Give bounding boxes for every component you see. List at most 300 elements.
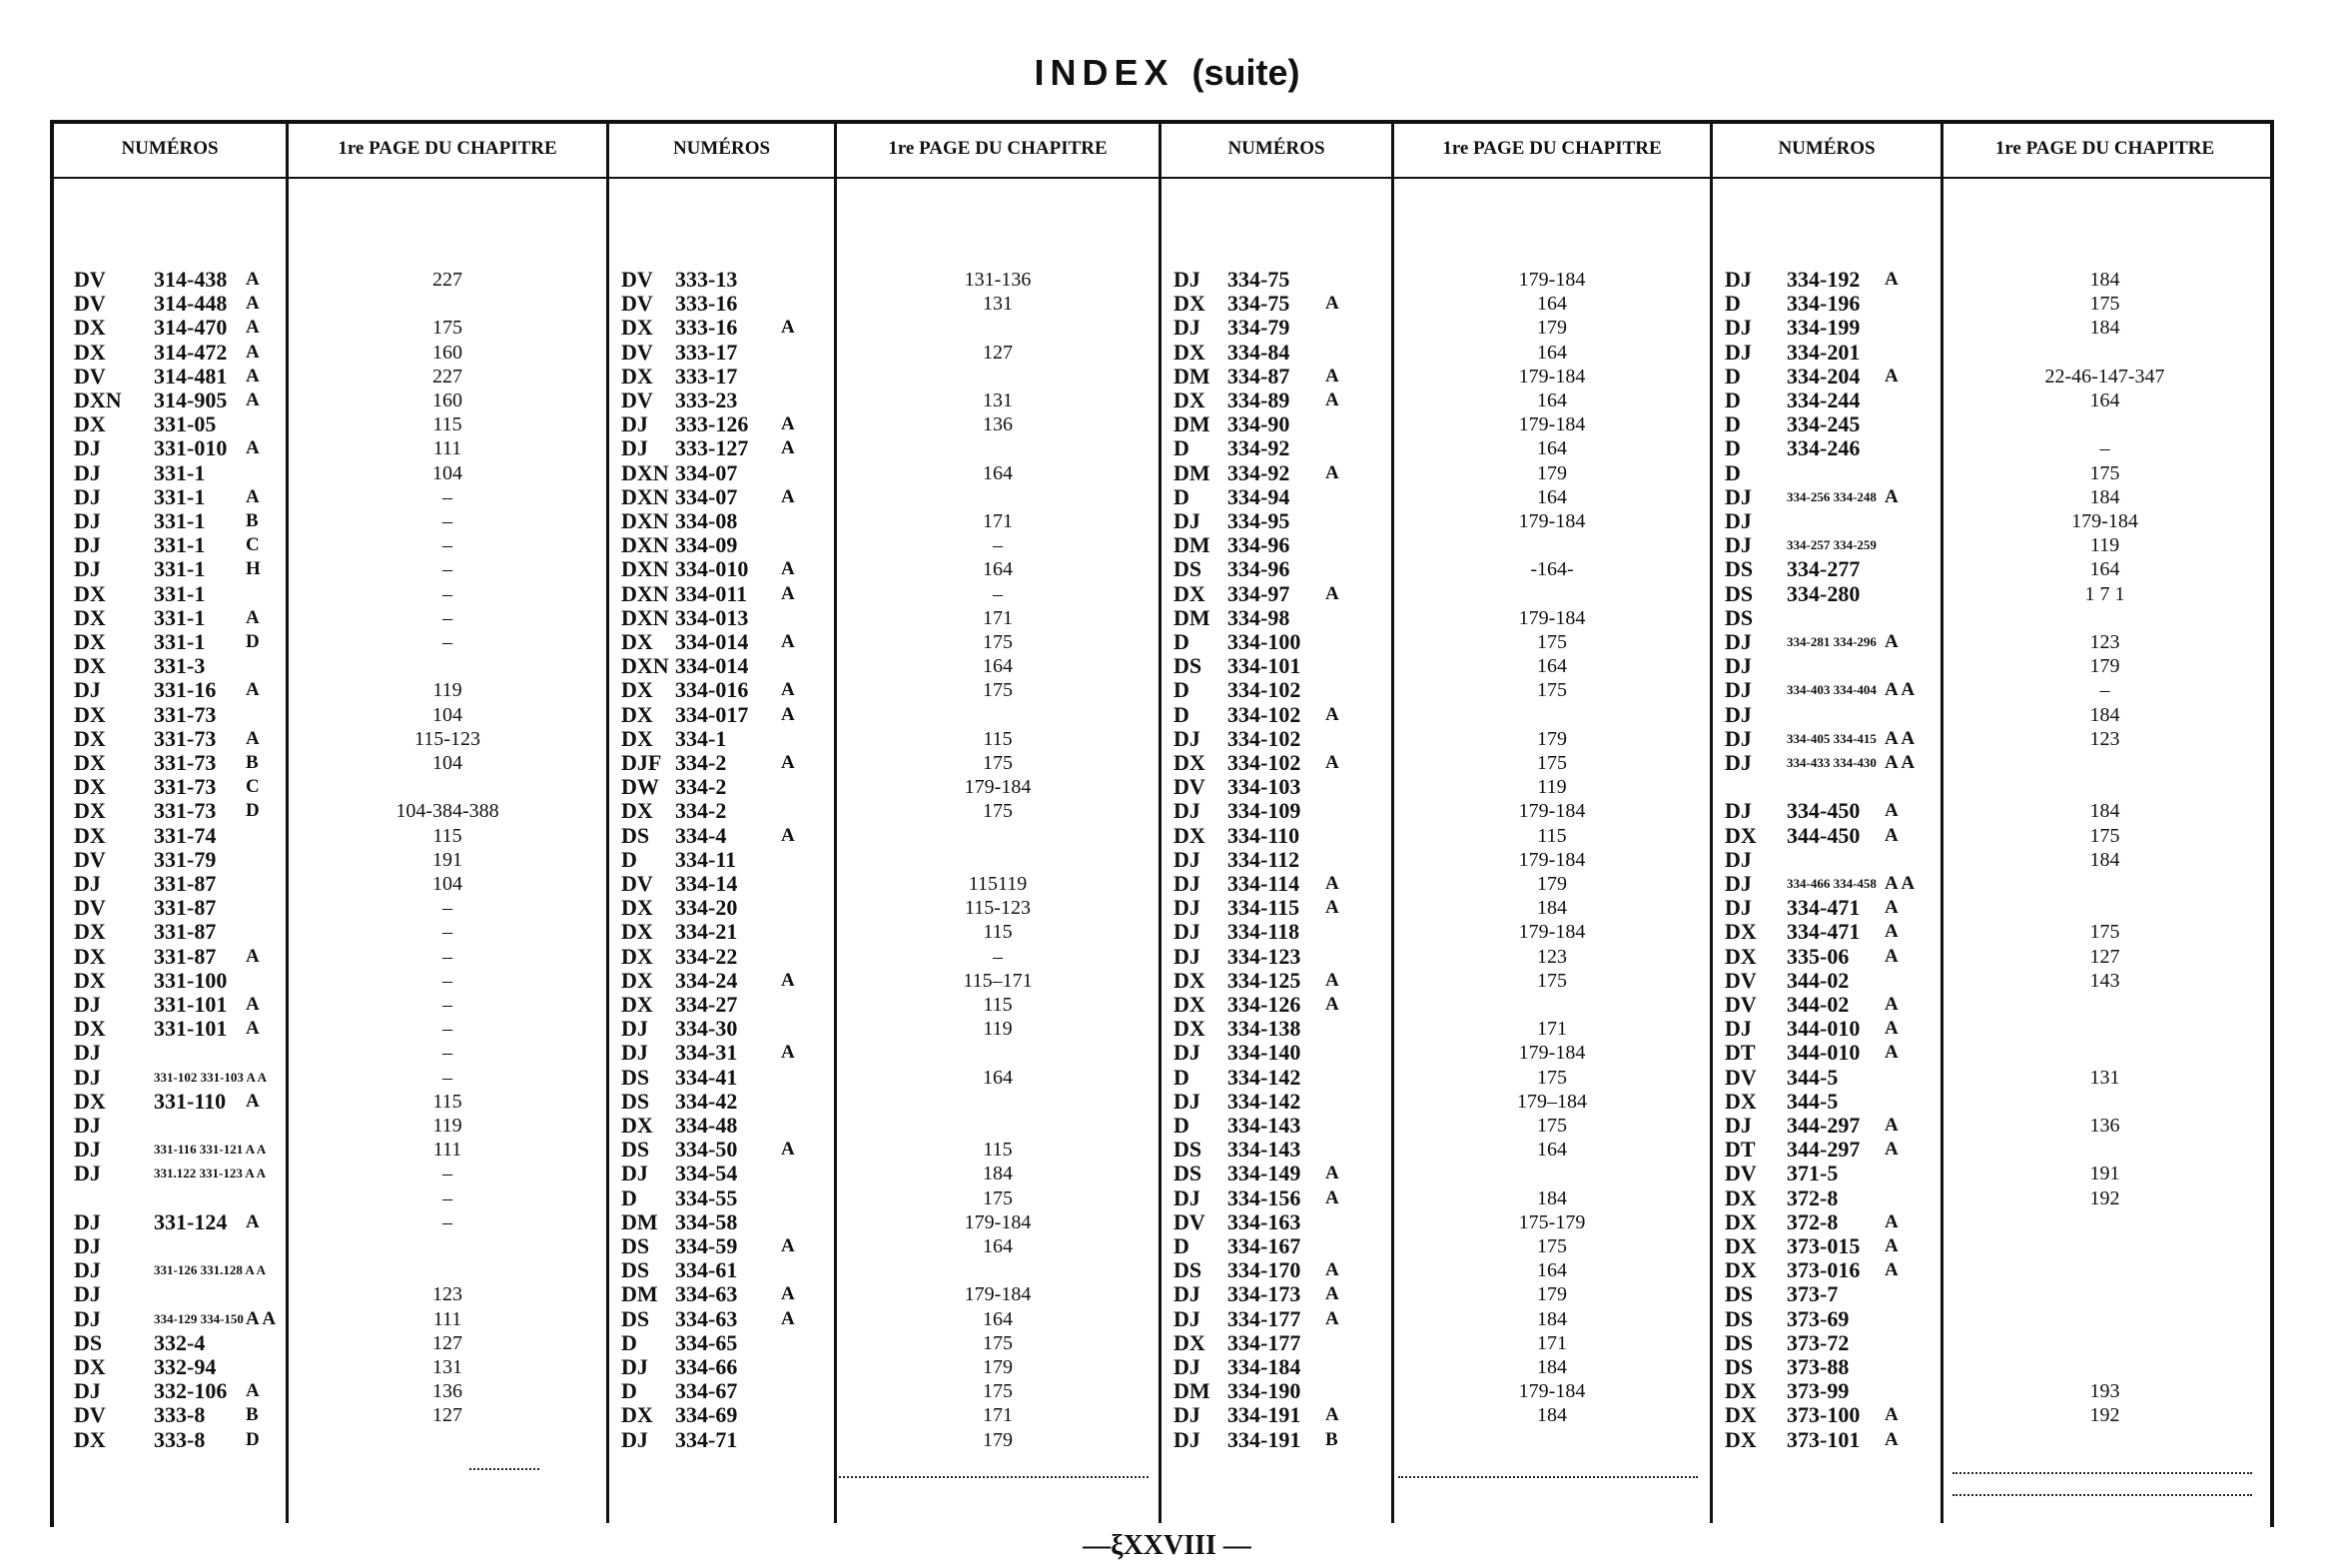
- entry-page: 164: [1537, 437, 1567, 459]
- index-entry: [1173, 341, 1393, 365]
- index-entry: [621, 1162, 841, 1185]
- index-entry: [74, 1403, 294, 1427]
- index-entry: [621, 799, 841, 823]
- entry-prefix: DX: [1173, 750, 1205, 775]
- index-entry: [621, 1428, 841, 1452]
- entry-page: 164: [1537, 1259, 1567, 1281]
- index-entry: [1173, 1282, 1393, 1306]
- entry-page: 179-184: [2071, 510, 2138, 532]
- entry-number: 331-16: [154, 677, 217, 702]
- entry-number: 334-69: [675, 1402, 738, 1427]
- entry-prefix: DJ: [74, 1257, 101, 1282]
- entry-prefix: DJ: [1173, 1427, 1200, 1452]
- entry-number: 335-06: [1787, 944, 1850, 969]
- entry-prefix: DX: [74, 340, 106, 365]
- entry-suffix: A: [1885, 269, 1899, 290]
- entry-prefix: DM: [621, 1209, 658, 1234]
- entry-prefix: D: [1173, 484, 1189, 509]
- index-entry: [1725, 848, 1945, 872]
- index-entry: [621, 993, 841, 1017]
- entry-page: 179: [2089, 655, 2120, 677]
- index-entry: [74, 920, 294, 944]
- entry-number: 334-191: [1227, 1427, 1301, 1452]
- index-entry: [74, 1138, 294, 1162]
- entry-prefix: DV: [1725, 1065, 1757, 1090]
- entry-prefix: DXN: [621, 508, 669, 533]
- entry-prefix: DXN: [621, 581, 669, 606]
- entry-prefix: DX: [1173, 823, 1205, 848]
- entry-page: –: [442, 1067, 452, 1089]
- entry-prefix: DJ: [74, 508, 101, 533]
- index-entry: [74, 1331, 294, 1355]
- entry-suffix: B: [246, 510, 259, 531]
- entry-suffix: A: [1885, 1211, 1899, 1232]
- entry-prefix: DJ: [621, 435, 648, 460]
- index-entry: [74, 533, 294, 557]
- index-entry: [1725, 727, 1945, 751]
- entry-page: 193: [2089, 1380, 2120, 1402]
- entry-number: 331-87: [154, 895, 217, 920]
- entry-page: 164: [1537, 655, 1567, 677]
- entry-page: –: [442, 558, 452, 580]
- index-entry: [1725, 945, 1945, 969]
- entry-suffix: A: [1325, 583, 1339, 604]
- entry-number: 331-1: [154, 484, 206, 509]
- entry-number: 331.122 331-123 A A: [154, 1166, 266, 1180]
- entry-page: 175: [983, 631, 1013, 653]
- entry-page: 123: [2089, 728, 2120, 750]
- entry-page: 115: [983, 921, 1013, 943]
- entry-number: 334-466 334-458: [1787, 876, 1877, 891]
- entry-page: 164: [1537, 342, 1567, 364]
- entry-page: 227: [432, 366, 462, 388]
- entry-suffix: A: [1325, 390, 1339, 410]
- index-entry: [1173, 1162, 1393, 1185]
- entry-suffix: B: [1325, 1429, 1338, 1450]
- entry-number: 331-1: [154, 460, 206, 485]
- entry-number: 372-8: [1787, 1209, 1839, 1234]
- entry-suffix: A: [1325, 994, 1339, 1015]
- index-entry: [1173, 1331, 1393, 1355]
- entry-page: 175: [2089, 462, 2120, 484]
- entry-number: 373-72: [1787, 1330, 1850, 1355]
- index-entry: [621, 872, 841, 896]
- entry-page: 192: [2089, 1187, 2120, 1209]
- entry-number: 334-257 334-259: [1787, 537, 1877, 552]
- entry-prefix: DV: [1173, 1209, 1205, 1234]
- entry-number: 334-31: [675, 1040, 738, 1065]
- entry-page: 184: [1537, 1404, 1567, 1426]
- header-numeros: NUMÉROS: [1778, 138, 1876, 159]
- entry-number: 344-450: [1787, 823, 1861, 848]
- entry-number: 334-11: [675, 847, 737, 872]
- entry-page: 179-184: [1518, 1380, 1586, 1402]
- entry-number: 333-16: [675, 291, 738, 316]
- dotted-leader: [1952, 1472, 2252, 1476]
- entry-page: –: [442, 970, 452, 992]
- entry-prefix: DX: [74, 653, 106, 678]
- index-entry: [74, 896, 294, 920]
- entry-page: –: [2099, 437, 2110, 459]
- index-entry: [1173, 1428, 1393, 1452]
- entry-prefix: DJ: [1173, 1281, 1200, 1306]
- entry-prefix: DXN: [621, 532, 669, 557]
- entry-number: 344-297: [1787, 1113, 1861, 1138]
- index-entry: [74, 1090, 294, 1114]
- entry-prefix: DS: [1173, 653, 1202, 678]
- entry-number: 334-123: [1227, 944, 1301, 969]
- entry-suffix: A: [246, 269, 260, 290]
- entry-prefix: DS: [1173, 1161, 1202, 1185]
- entry-page: 179: [1537, 1283, 1567, 1305]
- entry-number: 334-156: [1227, 1185, 1301, 1210]
- index-entry: [621, 485, 841, 509]
- entry-number: 333-126: [675, 411, 749, 436]
- entry-prefix: DS: [621, 1257, 650, 1282]
- entry-prefix: DX: [74, 1089, 106, 1114]
- entry-number: 334-016: [675, 677, 749, 702]
- entry-number: 333-8: [154, 1402, 206, 1427]
- entry-suffix: A: [1885, 1235, 1899, 1256]
- entry-page: 104: [432, 704, 462, 726]
- entry-prefix: DX: [1173, 992, 1205, 1017]
- entry-number: 334-280: [1787, 581, 1861, 606]
- index-entry: [74, 824, 294, 848]
- entry-prefix: DJ: [74, 992, 101, 1017]
- entry-number: 331-1: [154, 581, 206, 606]
- entry-number: 344-010: [1787, 1016, 1861, 1041]
- entry-suffix: D: [246, 800, 260, 821]
- index-entry: [621, 1066, 841, 1090]
- entry-number: 334-54: [675, 1161, 738, 1185]
- entry-page: 184: [1537, 897, 1567, 919]
- entry-prefix: DX: [621, 315, 653, 340]
- entry-prefix: DX: [1173, 968, 1205, 993]
- entry-page: 119: [432, 1115, 462, 1137]
- entry-number: 334-14: [675, 871, 738, 896]
- entry-number: 334-433 334-430: [1787, 755, 1877, 770]
- entry-number: 334-405 334-415: [1787, 731, 1877, 746]
- entry-prefix: DJ: [74, 871, 101, 896]
- entry-page: –: [442, 486, 452, 508]
- entry-number: 334-014: [675, 629, 749, 654]
- header-numeros: NUMÉROS: [121, 138, 219, 159]
- entry-number: 334-07: [675, 484, 738, 509]
- entry-suffix: A: [1325, 366, 1339, 387]
- entry-number: 334-4: [675, 823, 727, 848]
- entry-number: 334-66: [675, 1354, 738, 1379]
- entry-suffix: A: [1885, 800, 1899, 821]
- header-page: 1re PAGE DU CHAPITRE: [338, 138, 557, 159]
- entry-number: 334-75: [1227, 267, 1290, 292]
- entry-prefix: DJ: [74, 435, 101, 460]
- index-entry: [1725, 1428, 1945, 1452]
- entry-page: 179-184: [964, 1283, 1032, 1305]
- entry-page: 119: [2089, 534, 2120, 556]
- index-entry: [1725, 1210, 1945, 1234]
- entry-prefix: D: [1173, 1113, 1189, 1138]
- entry-number: 314-448: [154, 291, 228, 316]
- index-entry: [621, 848, 841, 872]
- entry-page: 184: [983, 1163, 1013, 1184]
- entry-number: 373-99: [1787, 1378, 1850, 1403]
- entry-suffix: A: [1325, 873, 1339, 894]
- entry-suffix: A: [246, 1018, 260, 1039]
- entry-prefix: DS: [621, 1137, 650, 1162]
- entry-number: 334-2: [675, 798, 727, 823]
- entry-prefix: DX: [74, 798, 106, 823]
- index-entry: [1725, 509, 1945, 533]
- entry-page: –: [442, 1018, 452, 1040]
- entry-prefix: D: [621, 1378, 637, 1403]
- entry-number: 332-94: [154, 1354, 217, 1379]
- entry-suffix: A: [1885, 1115, 1899, 1136]
- entry-page: -164-: [1530, 558, 1574, 580]
- entry-number: 331-010: [154, 435, 228, 460]
- entry-prefix: DX: [1173, 388, 1205, 412]
- entry-page: 175: [1537, 1067, 1567, 1089]
- entry-page: –: [442, 1163, 452, 1184]
- entry-number: 332-4: [154, 1330, 206, 1355]
- entry-number: 371-5: [1787, 1161, 1839, 1185]
- entry-suffix: A: [1885, 1042, 1899, 1063]
- entry-number: 334-63: [675, 1306, 738, 1331]
- entry-page: 179: [983, 1429, 1013, 1451]
- entry-number: 373-88: [1787, 1354, 1850, 1379]
- entry-page: 123: [1537, 946, 1567, 968]
- index-entry: [621, 1210, 841, 1234]
- entry-number: 331-87: [154, 944, 217, 969]
- entry-page: 192: [2089, 1404, 2120, 1426]
- entry-prefix: DV: [621, 267, 653, 292]
- dotted-leader: [1398, 1476, 1698, 1480]
- index-entry: [74, 775, 294, 799]
- entry-number: 334-84: [1227, 340, 1290, 365]
- entry-page: –: [442, 583, 452, 605]
- entry-number: 334-96: [1227, 556, 1290, 581]
- entry-number: 334-41: [675, 1065, 738, 1090]
- entry-page: –: [442, 534, 452, 556]
- entry-prefix: DJ: [621, 1040, 648, 1065]
- entry-prefix: DJ: [1725, 653, 1752, 678]
- index-entry: [74, 1258, 294, 1282]
- entry-page: –: [442, 631, 452, 653]
- entry-prefix: DJ: [74, 1233, 101, 1258]
- entry-prefix: DJ: [1725, 1016, 1752, 1041]
- entry-page: 127: [2089, 946, 2120, 968]
- index-entry: [1173, 268, 1393, 292]
- entry-number: 331-1: [154, 605, 206, 630]
- entry-suffix: A: [246, 607, 260, 628]
- index-entry: [621, 606, 841, 630]
- entry-prefix: DV: [74, 847, 106, 872]
- entry-suffix: D: [246, 631, 260, 652]
- entry-prefix: DJ: [1173, 1040, 1200, 1065]
- index-entry: [621, 1355, 841, 1379]
- entry-suffix: A: [1325, 1259, 1339, 1280]
- entry-page: 184: [2089, 800, 2120, 822]
- index-entry: [1725, 341, 1945, 365]
- index-entry: [1725, 316, 1945, 340]
- entry-suffix: A: [246, 679, 260, 700]
- index-entry: [621, 1403, 841, 1427]
- index-entry: [74, 727, 294, 751]
- entry-prefix: D: [1173, 629, 1189, 654]
- entry-suffix: A: [1885, 1404, 1899, 1425]
- entry-number: 334-167: [1227, 1233, 1301, 1258]
- entry-number: 334-170: [1227, 1257, 1301, 1282]
- entry-number: 331-126 331.128 A A: [154, 1262, 266, 1277]
- index-entry: [1725, 654, 1945, 678]
- index-entry: [1173, 436, 1393, 460]
- entry-prefix: DJ: [74, 1040, 101, 1065]
- index-entry: [621, 389, 841, 412]
- entry-page: 175: [1537, 679, 1567, 701]
- entry-prefix: DJ: [1173, 847, 1200, 872]
- entry-page: 115119: [968, 873, 1028, 895]
- entry-prefix: DX: [621, 968, 653, 993]
- entry-suffix: A: [1885, 921, 1899, 942]
- entry-page: 171: [983, 607, 1013, 629]
- index-entry: [74, 606, 294, 630]
- entry-number: 334-450: [1787, 798, 1861, 823]
- index-entry: [1173, 848, 1393, 872]
- entry-page: 179: [1537, 462, 1567, 484]
- entry-prefix: DJ: [621, 411, 648, 436]
- entry-page: 175: [2089, 921, 2120, 943]
- index-entry: [1173, 703, 1393, 727]
- entry-page: –: [442, 510, 452, 532]
- entry-prefix: DJ: [74, 677, 101, 702]
- entry-number: 334-138: [1227, 1016, 1301, 1041]
- entry-page: 184: [1537, 1187, 1567, 1209]
- entry-suffix: A: [1325, 1163, 1339, 1183]
- entry-prefix: DV: [1173, 774, 1205, 799]
- entry-page: 164: [983, 558, 1013, 580]
- entry-prefix: DX: [1725, 1257, 1757, 1282]
- index-entry: [74, 945, 294, 969]
- entry-prefix: DS: [1173, 1257, 1202, 1282]
- index-entry: [1725, 485, 1945, 509]
- index-entry: [1173, 533, 1393, 557]
- entry-prefix: DX: [74, 823, 106, 848]
- index-entry: [1173, 1307, 1393, 1331]
- entry-page: 175: [983, 1380, 1013, 1402]
- entry-number: 334-191: [1227, 1402, 1301, 1427]
- index-entry: [1173, 824, 1393, 848]
- entry-suffix: A: [246, 437, 260, 458]
- entry-number: 373-7: [1787, 1281, 1839, 1306]
- entry-number: 334-403 334-404: [1787, 682, 1877, 697]
- entry-suffix: A: [1885, 994, 1899, 1015]
- entry-number: 333-23: [675, 388, 738, 412]
- entry-prefix: DJ: [1173, 267, 1200, 292]
- index-entry: [1725, 824, 1945, 848]
- entry-prefix: DJ: [621, 1354, 648, 1379]
- entry-prefix: DXN: [621, 460, 669, 485]
- entry-prefix: DJ: [74, 532, 101, 557]
- entry-page: 164: [1537, 1139, 1567, 1161]
- entry-page: 127: [432, 1404, 462, 1426]
- index-entry: [74, 1114, 294, 1138]
- index-entry: [621, 268, 841, 292]
- index-entry: [1725, 896, 1945, 920]
- entry-prefix: DX: [74, 726, 106, 751]
- index-entry: [74, 461, 294, 485]
- entry-number: 334-2: [675, 750, 727, 775]
- entry-suffix: A: [781, 558, 795, 579]
- entry-suffix: A A: [246, 1308, 277, 1329]
- entry-prefix: DS: [74, 1330, 103, 1355]
- title-text: INDEX: [1034, 52, 1174, 93]
- entry-prefix: DX: [74, 315, 106, 340]
- entry-suffix: D: [246, 1429, 260, 1450]
- entry-suffix: A: [781, 825, 795, 846]
- index-entry: [621, 292, 841, 316]
- entry-number: 334-281 334-296: [1787, 634, 1877, 649]
- entry-number: 344-02: [1787, 992, 1850, 1017]
- entry-prefix: DS: [1173, 1137, 1202, 1162]
- entry-page: –: [2099, 679, 2110, 701]
- entry-prefix: DJ: [1725, 508, 1752, 533]
- entry-suffix: A: [781, 317, 795, 338]
- entry-suffix: A: [781, 752, 795, 773]
- entry-number: 334-110: [1227, 823, 1300, 848]
- index-entry: [1173, 1379, 1393, 1403]
- entry-prefix: DJ: [1725, 677, 1752, 702]
- entry-prefix: DJ: [1173, 798, 1200, 823]
- index-entry: [1173, 993, 1393, 1017]
- entry-suffix: A: [1325, 970, 1339, 991]
- entry-suffix: A: [246, 366, 260, 387]
- entry-page: 179: [983, 1356, 1013, 1378]
- entry-page: 164: [983, 462, 1013, 484]
- index-entry: [621, 341, 841, 365]
- entry-prefix: DX: [74, 581, 106, 606]
- entry-page: 111: [432, 1139, 462, 1161]
- entry-prefix: DS: [621, 823, 650, 848]
- index-entry: [74, 993, 294, 1017]
- entry-number: 334-2: [675, 774, 727, 799]
- entry-prefix: DXN: [621, 605, 669, 630]
- index-entry: [621, 945, 841, 969]
- index-entry: [74, 1307, 294, 1331]
- entry-prefix: DJ: [74, 1281, 101, 1306]
- entry-number: 334-24: [675, 968, 738, 993]
- entry-prefix: DX: [621, 677, 653, 702]
- entry-prefix: DM: [1173, 532, 1210, 557]
- entry-page: 119: [1537, 776, 1567, 798]
- entry-prefix: DJ: [1173, 871, 1200, 896]
- entry-number: 334-61: [675, 1257, 738, 1282]
- entry-prefix: DW: [621, 774, 659, 799]
- entry-page: 131: [2089, 1067, 2120, 1089]
- entry-number: 334-94: [1227, 484, 1290, 509]
- entry-number: 334-011: [675, 581, 748, 606]
- entry-suffix: A: [246, 342, 260, 363]
- header-numeros: NUMÉROS: [1227, 138, 1325, 159]
- entry-page: 131: [983, 293, 1013, 315]
- index-entry: [1725, 365, 1945, 389]
- entry-prefix: DX: [1725, 1402, 1757, 1427]
- entry-page: 179-184: [1518, 800, 1586, 822]
- index-entry: [621, 365, 841, 389]
- index-entry: [74, 703, 294, 727]
- entry-suffix: B: [246, 1404, 259, 1425]
- entry-suffix: A: [1885, 486, 1899, 507]
- index-entry: [74, 341, 294, 365]
- entry-prefix: DJ: [1725, 847, 1752, 872]
